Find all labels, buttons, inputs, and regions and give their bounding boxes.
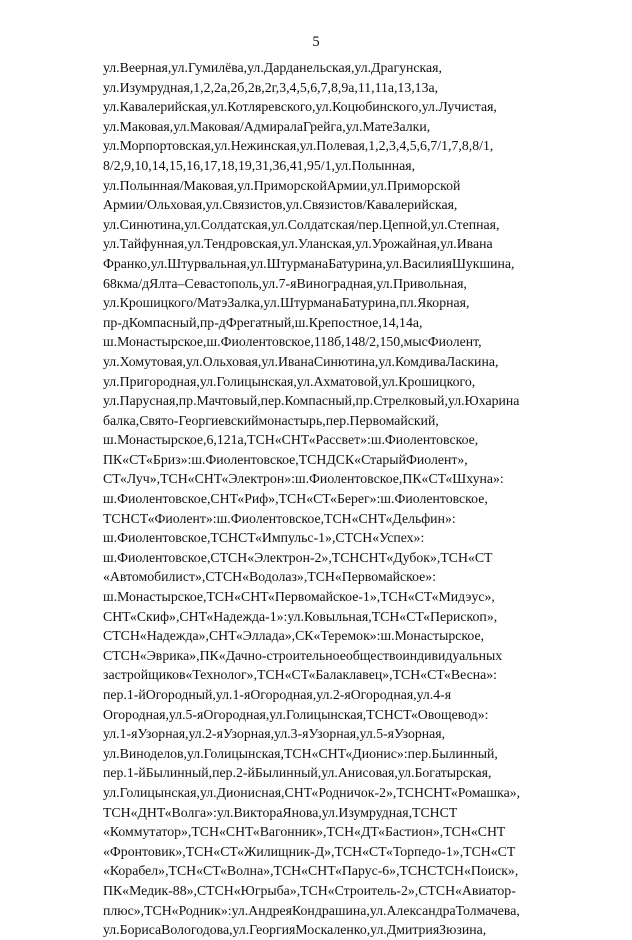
text-line: ул.БорисаВологодова,ул.ГеоргияМоскаленко,ул.ДмитрияЗюзина,	[103, 922, 487, 938]
text-line: ул.Парусная,пр.Мачтовый,пер.Компасный,пр.Стрелковый,ул.Юхарина	[103, 393, 520, 409]
text-line: ул.Маковая,ул.Маковая/АдмиралаГрейга,ул.МатеЗалки,	[103, 118, 431, 134]
text-line: ул.Морпортовская,ул.Нежинская,ул.Полевая,1,2,3,4,5,6,7/1,7,8,8/1,	[103, 138, 494, 154]
text-line: пер.1-йБылинный,пер.2-йБылинный,ул.Анисовая,ул.Богатырская,	[103, 765, 492, 781]
text-line: ш.Монастырское,ш.Фиолентовское,118б,148/2,150,мысФиолент,	[103, 334, 482, 350]
text-line: ПК«Медик-88»,СТСН«Югрыба»,ТСН«Строитель-2»,СТСН«Авиатор-	[103, 882, 516, 898]
page-number: 5	[312, 34, 320, 50]
text-line: ул.Тайфунная,ул.Тендровская,ул.Уланская,ул.Урожайная,ул.Ивана	[103, 236, 493, 252]
text-line: «Фронтовик»,ТСН«СТ«Жилищник-Д»,ТСН«СТ«Торпедо-1»,ТСН«СТ	[103, 843, 516, 859]
text-line: ул.Виноделов,ул.Голицынская,ТСН«СНТ«Дионис»:пер.Былинный,	[103, 745, 498, 761]
text-line: ш.Монастырское,6,121а,ТСН«СНТ«Рассвет»:ш.Фиолентовское,	[103, 432, 479, 448]
text-line: пер.1-йОгородный,ул.1-яОгородная,ул.2-яОгородная,ул.4-я	[103, 687, 452, 702]
text-line: балка,Свято-Георгиевскиймонастырь,пер.Первомайский,	[103, 412, 439, 428]
text-line: 8/2,9,10,14,15,16,17,18,19,31,36,41,95/1,ул.Полынная,	[103, 157, 416, 173]
text-line: плюс»,ТСН«Родник»:ул.АндреяКондрашина,ул.АлександраТолмачева,	[103, 902, 520, 918]
text-line: СТ«Луч»,ТСН«СНТ«Электрон»:ш.Фиолентовское,ПК«СТ«Шхуна»:	[103, 471, 504, 487]
text-line: ул.Полынная/Маковая,ул.ПриморскойАрмии,ул.Приморской	[103, 177, 461, 193]
text-line: СТСН«Эврика»,ПК«Дачно-строительноеобществоиндивидуальных	[103, 647, 503, 663]
text-line: Армии/Ольховая,ул.Связистов,ул.Связистов/Кавалерийская,	[103, 197, 458, 213]
text-line: ул.Крошицкого/МатэЗалка,ул.ШтурманаБатурина,пл.Якорная,	[103, 295, 470, 311]
text-line: ш.Монастырское,ТСН«СНТ«Первомайское-1»,ТСН«СТ«Мидэус»,	[103, 589, 495, 605]
text-line: 68кма/дЯлта–Севастополь,ул.7-яВиноградная,ул.Привольная,	[103, 275, 467, 291]
text-line: ш.Фиолентовское,ТСНСТ«Импульс-1»,СТСН«Успех»:	[103, 530, 425, 546]
text-line: застройщиков«Технолог»,ТСН«СТ«Балаклавец»,ТСН«СТ«Весна»:	[103, 667, 497, 683]
text-line: ул.Голицынская,ул.Дионисная,СНТ«Родничок-2»,ТСНСНТ«Ромашка»,	[103, 784, 521, 800]
text-line: ул.1-яУзорная,ул.2-яУзорная,ул.3-яУзорная,ул.5-яУзорная,	[103, 726, 446, 742]
text-line: «Автомобилист»,СТСН«Водолаз»,ТСН«Первомайское»:	[103, 569, 437, 585]
text-line: ш.Фиолентовское,СНТ«Риф»,ТСН«СТ«Берег»:ш.Фиолентовское,	[103, 491, 488, 507]
text-line: пр-дКомпасный,пр-дФрегатный,ш.Крепостное,14,14а,	[103, 314, 423, 330]
text-line: ТСН«ДНТ«Волга»:ул.ВиктораЯнова,ул.Изумрудная,ТСНСТ	[103, 804, 458, 820]
text-line: Огородная,ул.5-яОгородная,ул.Голицынская,ТСНСТ«Овощевод»:	[103, 706, 489, 722]
text-line: ул.Синютина,ул.Солдатская,ул.Солдатская/пер.Цепной,ул.Степная,	[103, 216, 500, 232]
text-line: ул.Веерная,ул.Гумилёва,ул.Дарданельская,ул.Драгунская,	[103, 60, 442, 75]
text-line: ТСНСТ«Фиолент»:ш.Фиолентовское,ТСН«СНТ«Дельфин»:	[103, 510, 456, 526]
text-line: «Корабел»,ТСН«СТ«Волна»,ТСН«СНТ«Парус-6»,ТСНСТСН«Поиск»,	[103, 863, 519, 879]
text-line: ул.Пригородная,ул.Голицынская,ул.Ахматовой,ул.Крошицкого,	[103, 373, 476, 389]
text-line: ул.Изумрудная,1,2,2а,2б,2в,2г,3,4,5,6,7,8,9а,11,11а,13,13а,	[103, 79, 439, 95]
text-line: ш.Фиолентовское,СТСН«Электрон-2»,ТСНСНТ«Дубок»,ТСН«СТ	[103, 549, 493, 565]
address-list-text	[103, 58, 610, 940]
text-line: Франко,ул.Штурвальная,ул.ШтурманаБатурина,ул.ВасилияШукшина,	[103, 255, 515, 271]
text-line: «Коммутатор»,ТСН«СНТ«Вагонник»,ТСН«ДТ«Бастион»,ТСН«СНТ	[103, 824, 506, 840]
text-line: ул.Хомутовая,ул.Ольховая,ул.ИванаСинютина,ул.КомдиваЛаскина,	[103, 353, 499, 369]
text-line: СНТ«Скиф»,СНТ«Надежда-1»:ул.Ковыльная,ТСН«СТ«Перископ»,	[103, 608, 498, 624]
text-line: ПК«СТ«Бриз»:ш.Фиолентовское,ТСНДСК«СтарыйФиолент»,	[103, 451, 468, 467]
text-line: ул.Кавалерийская,ул.Котляревского,ул.Коцюбинского,ул.Лучистая,	[103, 99, 497, 115]
text-line: СТСН«Надежда»,СНТ«Эллада»,СК«Теремок»:ш.Монастырское,	[103, 628, 485, 644]
